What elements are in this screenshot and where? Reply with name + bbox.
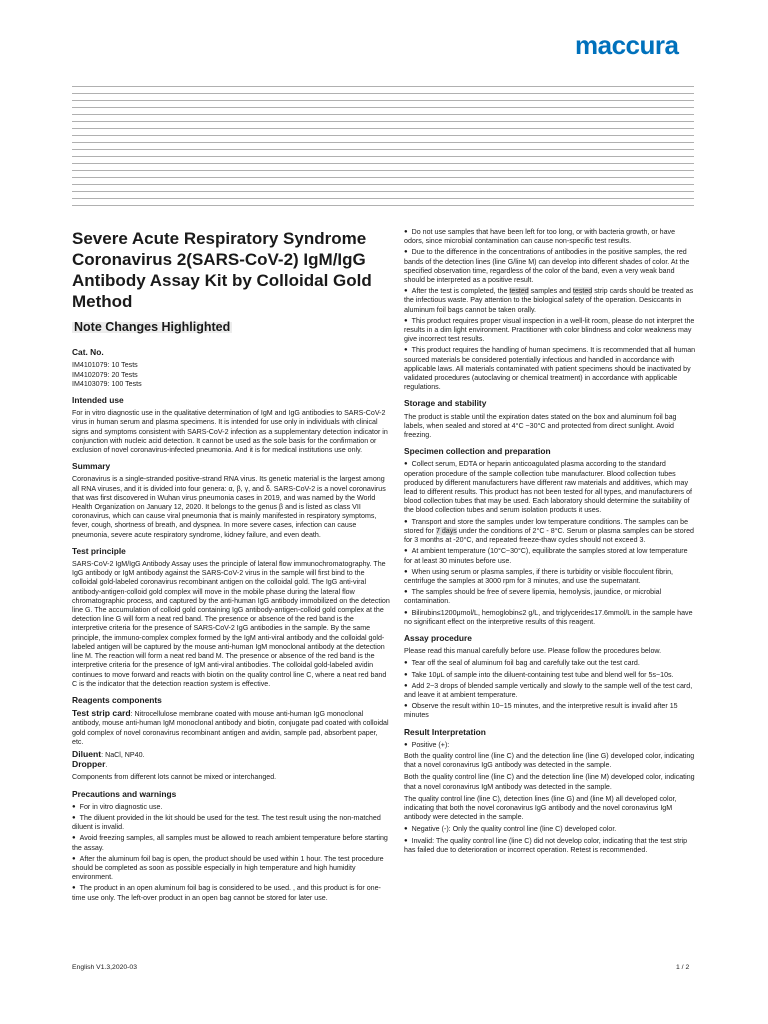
precaution-item: ● For in vitro diagnostic use. bbox=[72, 803, 390, 812]
tested-text-b: samples and bbox=[528, 287, 573, 296]
transport-text-b: under the conditions of 2°C - 8°C. Serum or plasma samples can be stored for 3 months at -20°C, and repeated freeze-thaw cycles should not exceed 3. bbox=[404, 526, 694, 545]
strip-label: Test strip card bbox=[72, 708, 131, 719]
precaution-item: ● This product requires the handling of human specimens. It is recommended that all human sourced materials be considered potentially infectious and handled in accordance with applicable laws. All materials contaminated with patient specimens should be inactivated by validated procedures (autoclaving or chemical treatment) in accordance with applicable regulations. bbox=[404, 346, 696, 392]
transport-text-a: Transport and store the samples under low temperature conditions. The samples can be stored for bbox=[404, 517, 689, 535]
reagents-note: Components from different lots cannot be mixed or interchanged. bbox=[72, 773, 277, 782]
summary-heading: Summary bbox=[72, 461, 111, 472]
precautions-heading: Precautions and warnings bbox=[72, 788, 177, 799]
storage-text: The product is stable until the expiration dates stated on the box and aluminum foil bag labels, when sealed and stored at 4°C ~30°C and protected from direct sunlight. Avoid freezing. bbox=[404, 412, 677, 440]
highlight-7-days: 7 days bbox=[435, 526, 457, 535]
result-heading: Result Interpretation bbox=[404, 726, 486, 737]
result-para: The quality control line (line C), detection lines (line G) and (line M) all developed color, indicating that both the novel coronavirus IgG antibody and the novel coronavirus IgM antibody were detected in the sample. bbox=[404, 794, 677, 822]
highlight-tested: tested bbox=[509, 287, 529, 296]
cat-list bbox=[72, 361, 390, 389]
specimen-item: ● The samples should be free of severe lipemia, hemolysis, jaundice, or microbial contamination. bbox=[404, 588, 696, 606]
result-para: Both the quality control line (line C) and the detection line (line G) developed color, indicating that a novel coronavirus IgG antibody was detected in the sample. bbox=[404, 751, 695, 770]
intended-use-heading: Intended use bbox=[72, 395, 124, 406]
specimen-item: ● When using serum or plasma samples, if there is turbidity or visible flocculent fibrin, centrifuge the samples at 3000 rpm for 3 minutes, and use the supernatant. bbox=[404, 568, 696, 586]
result-positive: ● Positive (+): bbox=[404, 741, 696, 750]
note-changes-banner: Note Changes Highlighted bbox=[74, 320, 231, 334]
strip-text: : Nitrocellulose membrane coated with mouse anti-human IgG monoclonal antibody, mouse anti-human IgM monoclonal antibody and biotin, conjugate pad coated with colloidal gold complex of novel coronavirus recombinant antigen and avidin, sample pad, absorbent paper, etc. bbox=[72, 710, 389, 746]
storage-heading: Storage and stability bbox=[404, 398, 487, 409]
specimen-item: ● At ambient temperature (10°C~30°C), equilibrate the samples stored at low temperature for at least 30 minutes before use. bbox=[404, 547, 696, 565]
specimen-item: ● Bilirubin≤1200μmol/L, hemoglobin≤2 g/L, and triglyceride≤17.6mmol/L in the sample have no significant effect on the interpretive results of this reagent. bbox=[404, 609, 696, 627]
assay-step: ● Take 10μL of sample into the diluent-containing test tube and blend well for 5s~10s. bbox=[404, 671, 696, 680]
intended-use-text: For in vitro diagnostic use in the qualitative determination of IgM and IgG antibodies to SARS-CoV-2 virus in human serum and plasma specimens. It is intended for use only in individuals with clinical signs and symptoms consistent with SARS-CoV-2 infection as a supplementary detection indicator in conjunction with nucleic acid detection. It cannot be used as the sole basis for the confirmation or exclusion of novel coronavirus-infected pneumonia. And it is for medical institutions use only. bbox=[72, 409, 388, 455]
diluent-label: Diluent bbox=[72, 748, 102, 759]
specimen-item: ● Collect serum, EDTA or heparin anticoagulated plasma according to the standard operation procedure of the sample collection tube manufacturer. Blood collection tubes produced by different manufacturers have different raw materials and additives, which may lead to different results. This product has not been tested for all types, and manufacturers of blood collection tubes that may be used. Each laboratory should determine the suitability of the blood collection tubes and serum isolation products it uses. bbox=[404, 460, 696, 515]
test-principle-heading: Test principle bbox=[72, 545, 126, 556]
precaution-item: ● Avoid freezing samples, all samples must be allowed to reach ambient temperature before starting the assay. bbox=[72, 834, 390, 852]
dropper-text: . bbox=[105, 761, 108, 770]
test-principle-text: SARS-CoV-2 IgM/IgG Antibody Assay uses the principle of lateral flow immunochromatography. The IgG antibody or IgM antibody against the SARS-CoV-2 virus in the sample will first bind to the colloidal gold-labeled coronavirus recombinant antigen on the colloidal gold. The IgG anti-viral antibody-antigen-colloid gold complex will move in the mobile phase during the lateral flow chromatographic process, and captured by the anti-human IgG antibody immobilized on the detection line G. The accumulation of colloid gold containing IgG antibody-antigen-colloid gold complex at the detection line G will form a neat red band. The presence or absence of the red band is the interpretive criteria for the presence of SARS-CoV-2 IgG antibodies in the sample. By the same principle, the immuno-complex complex formed by the IgM anti-viral antibody and the colloidal gold-labeled antigen will be captured by the mouse anti-human IgM monoclonal antibody at the detection line M. The reaction will form a neat red band M. The presence or absence of the red band is the interpretive criteria for the presence of IgM anti-viral antibodies. The colloidal gold-labeled avidin continues to move forward and reacts with biotin on the quality control line C, where a neat red band C is the indicator that the detection reaction system is effective. bbox=[72, 560, 390, 688]
footer-version: English V1.3,2020-03 bbox=[72, 964, 137, 971]
diluent-text: : NaCl, NP40. bbox=[101, 750, 145, 759]
precaution-item: ● This product requires proper visual inspection in a well-lit room, please do not interpret the results in a dim light environment. Practitioner with color blindness and color weakness may give incorrect test results. bbox=[404, 317, 696, 345]
assay-step: ● Observe the result within 10~15 minutes, and the interpretive result is invalid after 15 minutes bbox=[404, 702, 696, 720]
specimen-heading: Specimen collection and preparation bbox=[404, 446, 551, 457]
specimen-item-transport bbox=[404, 518, 696, 546]
reagents-heading: Reagents components bbox=[72, 694, 162, 705]
right-column bbox=[404, 228, 696, 857]
tested-text-c: strip cards should be treated as the infectious waste. Pay attention to the biological safety of the operation. Desiccants in aluminum foil bags cannot be taken orally. bbox=[404, 287, 694, 314]
precaution-item: ● Do not use samples that have been left for too long, or with bacteria growth, or have odors, since microbial contamination can cause non-specific test results. bbox=[404, 228, 696, 246]
result-para: Both the quality control line (line C) and the detection line (line M) developed color, indicating that a novel coronavirus IgM antibody was detected in the sample. bbox=[404, 773, 695, 791]
footer-page-number: 1 / 2 bbox=[676, 964, 690, 971]
precaution-item-tested bbox=[404, 287, 696, 315]
reagent-dropper bbox=[72, 760, 390, 770]
assay-step: ● Tear off the seal of aluminum foil bag and carefully take out the test card. bbox=[404, 659, 696, 668]
cat-heading: Cat. No. bbox=[72, 347, 104, 358]
precaution-item: ● The diluent provided in the kit should be used for the test. The test result using the non-matched diluent is invalid. bbox=[72, 814, 390, 832]
result-invalid: ● Invalid: The quality control line (line C) did not develop color, indicating that the test strip has failed due to deterioration or incorrect operation. Retest is recommended. bbox=[404, 837, 696, 855]
cat-item: IM4103079: 100 Tests bbox=[72, 379, 142, 388]
assay-intro: Please read this manual carefully before use. Please follow the procedures below. bbox=[404, 647, 662, 656]
highlight-tested: tested bbox=[572, 287, 593, 296]
assay-heading: Assay procedure bbox=[404, 632, 472, 643]
dropper-label: Dropper bbox=[72, 759, 106, 770]
precaution-item: ● The product in an open aluminum foil bag is considered to be used. , and this product is for one-time use only. The left-over product in an open bag cannot be stored for later use. bbox=[72, 884, 390, 902]
summary-text: Coronavirus is a single-stranded positive-strand RNA virus. Its genetic material is the largest among all RNA viruses, and it is divided into four genera: α, β, γ, and δ. SARS-CoV-2 is a novel coronavirus that was first discovered in Wuhan virus pneumonia cases in 2019, and was named by the World Health Organization on January 12, 2020. It belongs to the genus β and is listed as class VII coronavirus, which can cause viral pneumonia that is mainly manifested in respiratory symptoms, fever, cough, shortness of breath, and dyspnea. In more severe cases, infection can cause pneumonia, severe acute respiratory syndrome, kidney failure, and even death. bbox=[72, 475, 386, 539]
cat-item: IM4102079: 20 Tests bbox=[72, 370, 138, 379]
cat-item: IM4101079: 10 Tests bbox=[72, 361, 138, 370]
result-negative: ● Negative (-): Only the quality control line (line C) developed color. bbox=[404, 825, 696, 834]
tested-text-a: After the test is completed, the bbox=[411, 287, 510, 296]
reagent-strip bbox=[72, 709, 390, 747]
precaution-item: ● After the aluminum foil bag is open, the product should be used within 1 hour. The test procedure should be completed as soon as possible especially in high temperature and high humidity environment. bbox=[72, 855, 390, 883]
brand-logo: maccura bbox=[575, 30, 679, 60]
precaution-item: ● Due to the difference in the concentrations of antibodies in the positive samples, the red bands of the detection lines (line G/line M) can develop into different shades of color. At the specified observation time, regardless of the color of the band, even a very weak band should be interpreted as a positive result. bbox=[404, 248, 696, 285]
left-column bbox=[72, 228, 390, 905]
reagent-diluent bbox=[72, 750, 390, 760]
header-rule-lines bbox=[72, 86, 694, 208]
document-title: Severe Acute Respiratory Syndrome Coronavirus 2(SARS-CoV-2) IgM/IgG Antibody Assay Kit by Colloidal Gold Method bbox=[72, 229, 372, 311]
assay-step: ● Add 2~3 drops of blended sample vertically and slowly to the sample well of the test card, and leave it at ambient temperature. bbox=[404, 682, 696, 700]
